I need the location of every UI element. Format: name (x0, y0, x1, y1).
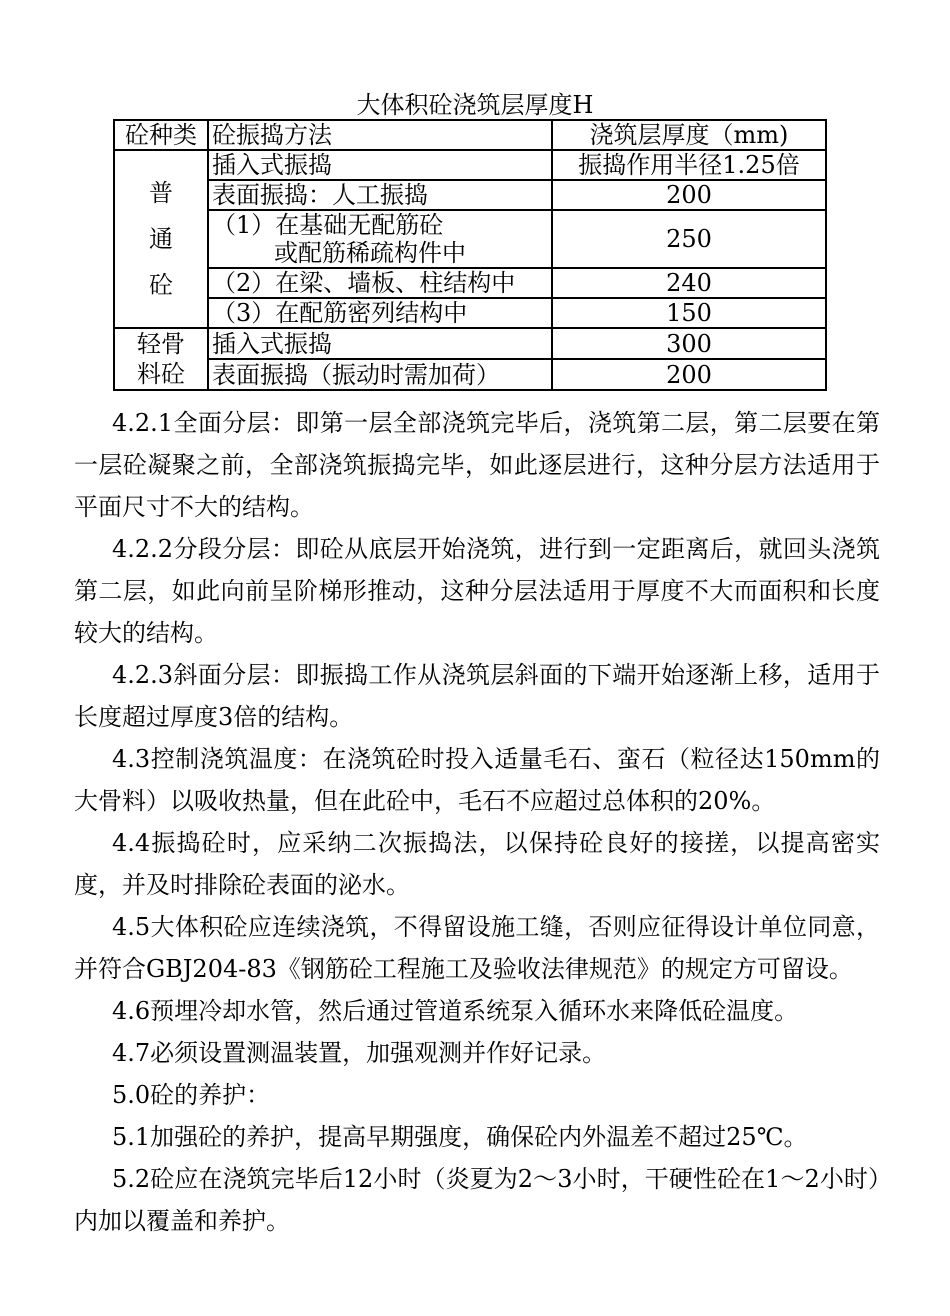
thickness-cell: 150 (552, 298, 826, 328)
paragraph-4-2-1: 4.2.1全面分层：即第一层全部浇筑完毕后，浇筑第二层，第二层要在第一层砼凝聚之前，全部浇筑振捣完毕，如此逐层进行，这种分层方法适用于平面尺寸不大的结构。 (74, 409, 880, 521)
method-cell: 表面振捣：人工振捣 (208, 180, 552, 210)
thickness-cell: 240 (552, 268, 826, 298)
method-line: （1）在基础无配筋砼 (212, 211, 444, 239)
paragraph-4-7: 4.7必须设置测温装置，加强观测并作好记录。 (112, 1039, 607, 1067)
header-concrete-type: 砼种类 (114, 120, 208, 150)
thickness-cell: 200 (552, 180, 826, 210)
table-header-row (114, 120, 826, 150)
thickness-cell: 250 (552, 210, 826, 268)
group-line: 料砼 (137, 360, 185, 388)
thickness-cell: 300 (552, 328, 826, 359)
table-row (114, 268, 826, 298)
table-row (114, 298, 826, 328)
thickness-cell: 200 (552, 359, 826, 390)
paragraph-4-2-3: 4.2.3斜面分层：即振捣工作从浇筑层斜面的下端开始逐渐上移，适用于长度超过厚度3倍的结构。 (74, 661, 880, 731)
method-cell: （3）在配筋密列结构中 (208, 298, 552, 328)
table-row (114, 328, 826, 359)
paragraph-4-6: 4.6预埋冷却水管，然后通过管道系统泵入循环水来降低砼温度。 (112, 997, 799, 1025)
pour-thickness-table (113, 119, 827, 391)
paragraph-5-1: 5.1加强砼的养护，提高早期强度，确保砼内外温差不超过25℃。 (112, 1123, 808, 1151)
header-vibration-method: 砼振捣方法 (208, 120, 552, 150)
paragraph-5-2: 5.2砼应在浇筑完毕后12小时（炎夏为2～3小时，干硬性砼在1～2小时）内加以覆盖和养护。 (74, 1165, 880, 1235)
group-char: 砼 (149, 271, 173, 299)
method-cell: （2）在梁、墙板、柱结构中 (208, 268, 552, 298)
table-row (114, 180, 826, 210)
group-lightweight-concrete (114, 328, 208, 390)
header-layer-thickness: 浇筑层厚度（mm) (552, 120, 826, 150)
paragraph-4-2-2: 4.2.2分段分层：即砼从底层开始浇筑，进行到一定距离后，就回头浇筑第二层，如此向前呈阶梯形推动，这种分层法适用于厚度不大而面积和长度较大的结构。 (74, 535, 880, 647)
paragraph-4-3: 4.3控制浇筑温度：在浇筑砼时投入适量毛石、蛮石（粒径达150mm的大骨料）以吸收热量，但在此砼中，毛石不应超过总体积的20%。 (74, 745, 880, 815)
method-cell: 插入式振捣 (208, 328, 552, 359)
paragraph-4-4: 4.4振捣砼时，应采纳二次振捣法，以保持砼良好的接搓，以提高密实度，并及时排除砼表面的泌水。 (74, 829, 880, 899)
paragraph-4-5: 4.5大体积砼应连续浇筑，不得留设施工缝，否则应征得设计单位同意，并符合GBJ204-83《钢筋砼工程施工及验收法律规范》的规定方可留设。 (74, 913, 880, 983)
method-cell: 插入式振捣 (208, 150, 552, 180)
group-char: 通 (149, 225, 173, 253)
method-cell: 表面振捣（振动时需加荷） (208, 359, 552, 390)
method-line: 或配筋稀疏构件中 (274, 239, 466, 267)
table-row (114, 150, 826, 180)
table-row (114, 210, 826, 268)
table-title: 大体积砼浇筑层厚度H (356, 91, 594, 119)
table-row (114, 359, 826, 390)
body-text (74, 402, 880, 1242)
thickness-cell: 振捣作用半径1.25倍 (552, 150, 826, 180)
method-cell (208, 210, 552, 268)
group-char: 普 (149, 179, 173, 207)
group-line: 轻骨 (137, 330, 185, 358)
paragraph-5-0: 5.0砼的养护： (112, 1081, 271, 1109)
group-normal-concrete (114, 150, 208, 328)
